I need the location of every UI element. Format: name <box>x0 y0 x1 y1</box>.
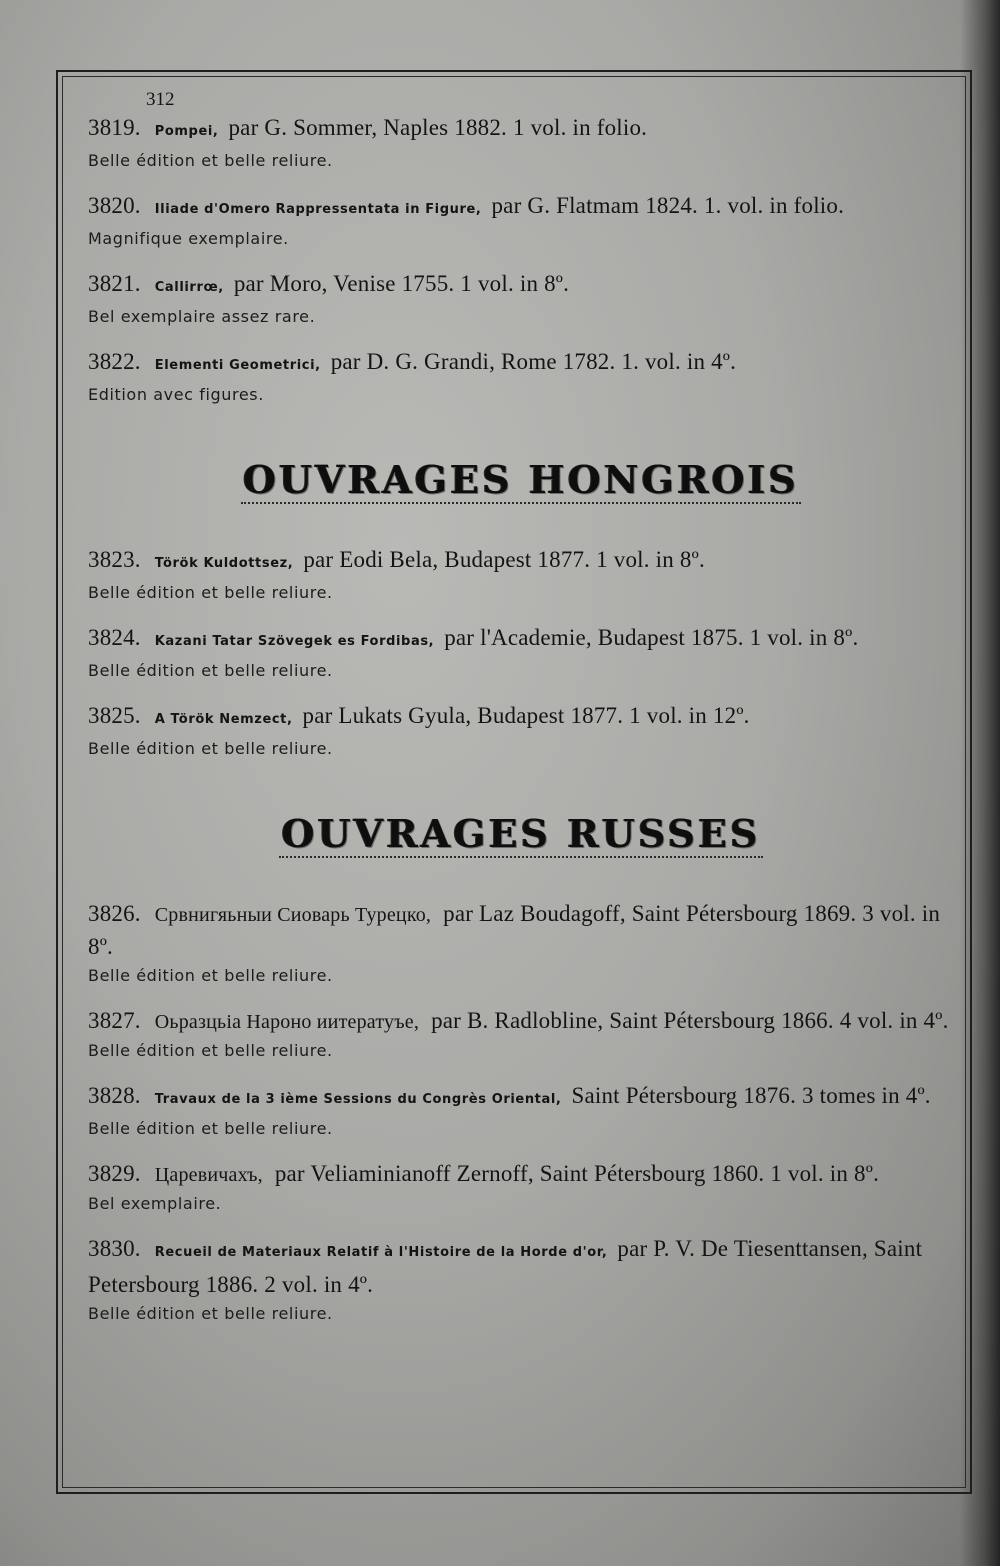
entry-details: par Moro, Venise 1755. 1 vol. in 8º. <box>233 271 570 296</box>
entry-title: Callirrœ, <box>154 280 224 295</box>
entry-title: Kazani Tatar Szövegek es Fordibas, <box>154 634 435 649</box>
catalogue-entry <box>88 1005 954 1064</box>
entry-number: 3824. <box>88 625 141 650</box>
entry-number: 3822. <box>88 349 141 374</box>
entry-line <box>88 544 954 580</box>
entry-note: Belle édition et belle reliure. <box>88 1119 333 1138</box>
entry-line <box>88 268 954 304</box>
entry-number: 3829. <box>88 1161 141 1186</box>
catalogue-entry <box>88 898 954 989</box>
entry-title: Recueil de Materiaux Relatif à l'Histoire de la Horde d'or, <box>154 1245 608 1260</box>
entry-note: Edition avec figures. <box>88 385 264 404</box>
section-heading-russes <box>88 778 954 898</box>
entry-title: Elementi Geometrici, <box>154 358 321 373</box>
entry-note: Bel exemplaire assez rare. <box>88 307 316 326</box>
entry-details: par G. Flatmam 1824. 1. vol. in folio. <box>491 193 845 218</box>
page-number: 312 <box>146 89 175 110</box>
entry-details: par Veliaminianoff Zernoff, Saint Pétersbourg 1860. 1 vol. in 8º. <box>274 1161 880 1186</box>
entry-number: 3819. <box>88 115 141 140</box>
entry-note: Magnifique exemplaire. <box>88 229 289 248</box>
entry-title: Срвнигяьныи Сиоварь Турецко, <box>154 904 432 926</box>
section-heading-text: OUVRAGES HONGROIS <box>243 457 799 502</box>
entry-number: 3828. <box>88 1083 141 1108</box>
entry-details: par Laz Boudagoff, Saint Pétersbourg 1869. 3 vol. in 8º. <box>88 901 941 959</box>
entry-details: Saint Pétersbourg 1876. 3 tomes in 4º. <box>571 1083 931 1108</box>
entry-line <box>88 898 954 963</box>
entry-details: par Lukats Gyula, Budapest 1877. 1 vol. in 12º. <box>302 703 750 728</box>
entry-details: par G. Sommer, Naples 1882. 1 vol. in folio. <box>228 115 648 140</box>
entry-note: Belle édition et belle reliure. <box>88 151 333 170</box>
catalogue-content <box>88 88 954 1343</box>
section-heading-hongrois <box>88 424 954 544</box>
catalogue-entry <box>88 190 954 252</box>
entry-number: 3827. <box>88 1008 141 1033</box>
entry-note: Belle édition et belle reliure. <box>88 583 333 602</box>
entry-note: Belle édition et belle reliure. <box>88 661 333 680</box>
entry-line <box>88 1005 954 1038</box>
catalogue-entry <box>88 622 954 684</box>
entry-note: Belle édition et belle reliure. <box>88 1041 333 1060</box>
entry-note: Belle édition et belle reliure. <box>88 1304 333 1323</box>
catalogue-entry <box>88 1080 954 1142</box>
entry-line <box>88 1233 954 1301</box>
entry-line <box>88 700 954 736</box>
entry-note: Belle édition et belle reliure. <box>88 739 333 758</box>
catalogue-entry <box>88 1233 954 1327</box>
entry-number: 3820. <box>88 193 141 218</box>
entry-line <box>88 622 954 658</box>
entry-line <box>88 190 954 226</box>
catalogue-entry <box>88 1158 954 1217</box>
entry-line <box>88 346 954 382</box>
entry-number: 3826. <box>88 901 141 926</box>
entry-line <box>88 1080 954 1116</box>
catalogue-entry <box>88 700 954 762</box>
entry-line <box>88 1158 954 1191</box>
entry-number: 3825. <box>88 703 141 728</box>
entry-title: A Török Nemzect, <box>154 712 293 727</box>
entry-number: 3821. <box>88 271 141 296</box>
entry-details: par l'Academie, Budapest 1875. 1 vol. in 8º. <box>444 625 859 650</box>
section-heading-text: OUVRAGES RUSSES <box>281 811 761 856</box>
entry-details: par D. G. Grandi, Rome 1782. 1. vol. in 4º. <box>330 349 737 374</box>
entry-title: Царевичахъ, <box>154 1164 263 1186</box>
entry-details: par Eodi Bela, Budapest 1877. 1 vol. in 8º. <box>303 547 705 572</box>
entry-line <box>88 112 954 148</box>
entry-title: Оьразцьіа Нароно иитератуъе, <box>154 1011 420 1033</box>
catalogue-entry <box>88 544 954 606</box>
entry-note: Bel exemplaire. <box>88 1194 222 1213</box>
catalogue-entry <box>88 112 954 174</box>
catalogue-entry <box>88 268 954 330</box>
entry-title: Iliade d'Omero Rappressentata in Figure, <box>154 202 482 217</box>
entry-note: Belle édition et belle reliure. <box>88 966 333 985</box>
entry-number: 3830. <box>88 1236 141 1261</box>
entry-title: Török Kuldottsez, <box>154 556 294 571</box>
entry-details: par B. Radlobline, Saint Pétersbourg 1866. 4 vol. in 4º. <box>431 1008 949 1033</box>
entry-title: Travaux de la 3 ième Sessions du Congrès Oriental, <box>154 1092 562 1107</box>
entry-number: 3823. <box>88 547 141 572</box>
entry-details: par P. V. De Tiesenttansen, Saint Petersbourg 1886. 2 vol. in 4º. <box>88 1236 923 1297</box>
catalogue-entry <box>88 346 954 408</box>
entry-title: Pompei, <box>154 124 219 139</box>
